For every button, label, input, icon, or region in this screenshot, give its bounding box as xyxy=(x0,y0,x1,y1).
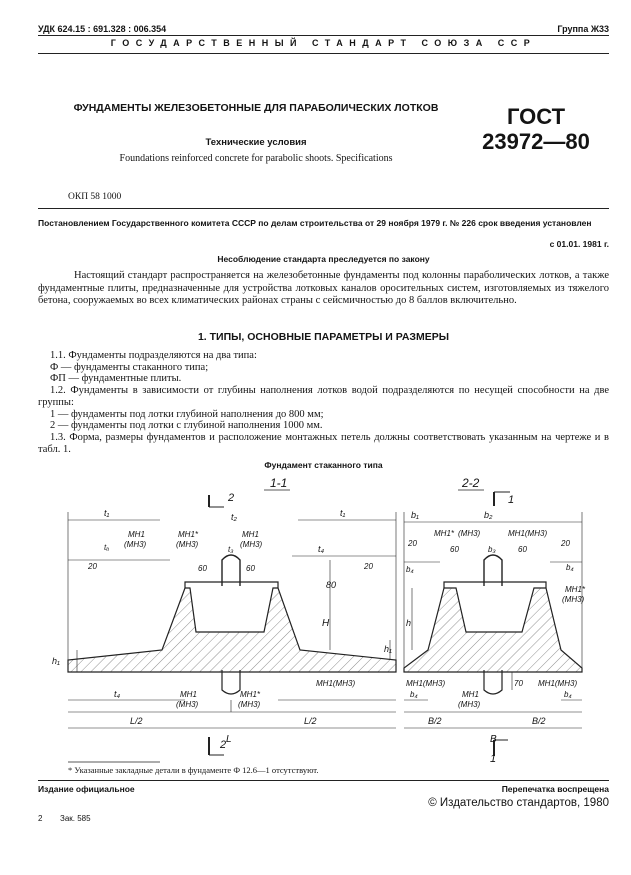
dim-60-c: 60 xyxy=(450,545,459,554)
label-mn1-mn3-d: МН1(МН3) xyxy=(538,679,578,688)
effective-date: с 01.01. 1981 г. xyxy=(549,239,609,249)
decree-text: Постановлением Государственного комитета СССР по делам строительства от 29 ноября 1979 г. № 226 срок введения установлен xyxy=(38,218,592,228)
dim-h: h xyxy=(406,618,412,628)
dim-H: H xyxy=(322,618,330,629)
cut-2-bottom-label: 2 xyxy=(220,739,227,751)
dim-t4-bottom: t₄ xyxy=(114,689,121,699)
dim-h1-left: h₁ xyxy=(52,656,60,666)
label-mn1star-d: МН1* xyxy=(565,585,586,594)
clause-group-1: 1 — фундаменты под лотки глубиной наполнения до 800 мм; xyxy=(50,408,324,420)
document-title: ФУНДАМЕНТЫ ЖЕЛЕЗОБЕТОННЫЕ ДЛЯ ПАРАБОЛИЧЕСКИХ ЛОТКОВ xyxy=(73,102,439,114)
clause-1-2: 1.2. Фундаменты в зависимости от глубины наполнения лотков водой подразделяются по несущей способности на две группы: xyxy=(38,385,609,408)
dim-B2-right: B/2 xyxy=(532,716,546,726)
order-number: Зак. 585 xyxy=(60,814,91,823)
label-mn3-a: (МН3) xyxy=(124,540,147,549)
dim-b2: b₂ xyxy=(484,510,493,520)
lifting-loop-1-1 xyxy=(222,555,240,586)
dim-t3: t₃ xyxy=(228,545,234,554)
foundation-1-1-body xyxy=(68,588,396,672)
dim-60-a: 60 xyxy=(198,564,207,573)
foundation-2-2-body xyxy=(404,588,582,672)
cut-1-top-label: 1 xyxy=(508,494,515,506)
label-mn1-a: МН1 xyxy=(128,530,145,539)
copyright-notice: © Издательство стандартов, 1980 xyxy=(428,797,609,809)
label-mn1-mn3-a: МН1(МН3) xyxy=(316,679,356,688)
footer-rule xyxy=(38,780,609,781)
dim-L: L xyxy=(226,734,232,745)
label-mn3-f: (МН3) xyxy=(458,529,481,538)
label-mn1-b: МН1 xyxy=(242,530,259,539)
page-number: 2 xyxy=(38,814,43,823)
dim-b4-bottom-left: b₄ xyxy=(410,690,418,699)
dim-60-d: 60 xyxy=(518,545,527,554)
label-mn1-mn3-c: МН1(МН3) xyxy=(406,679,446,688)
label-mn3-d: (МН3) xyxy=(176,700,199,709)
gost-label: ГОСТ xyxy=(506,104,566,129)
dim-t2: t₂ xyxy=(231,512,237,522)
dim-20-b: 20 xyxy=(364,562,373,571)
dim-h1-right: h₁ xyxy=(384,644,392,654)
group-code: Группа Ж33 xyxy=(557,24,609,34)
dim-t1-right: t₁ xyxy=(340,508,346,518)
dim-b1: b₁ xyxy=(411,510,419,520)
intro-paragraph: Настоящий стандарт распространяется на железобетонные фундаменты под колонны параболических лотков, а также фундаментные плиты, предназначенные для устройства лотковых каналов оросительных систем, изготовляемых из тяжелого бетона, сооружаемых во всех климатических районах страны с сейсмичностью до 8 баллов включительно. xyxy=(38,270,609,306)
bottom-loop-2-2 xyxy=(484,670,502,694)
section-1-1-label: 1-1 xyxy=(270,476,288,490)
label-mn1star-b: МН1* xyxy=(240,690,261,699)
clause-1-3: 1.3. Форма, размеры фундаментов и расположение монтажных петель должны соответствовать указанным на чертеже и в табл. 1. xyxy=(38,431,609,455)
dim-b4-top-left: b₄ xyxy=(406,565,414,574)
document-subtitle: Технические условия xyxy=(205,137,307,148)
udk-code: УДК 624.15 : 691.328 : 006.354 xyxy=(38,24,167,34)
label-mn1-d: МН1 xyxy=(462,690,479,699)
official-edition: Издание официальное xyxy=(38,784,135,794)
label-mn1star-a: МН1* xyxy=(178,530,199,539)
dim-b3: b₃ xyxy=(488,545,496,554)
reprint-notice: Перепечатка воспрещена xyxy=(501,784,609,794)
label-mn1-mn3-b: МН1(МН3) xyxy=(508,529,548,538)
dim-60-b: 60 xyxy=(246,564,255,573)
footnote: * Указанные закладные детали в фундаменте Ф 12.6—1 отсутствуют. xyxy=(68,765,319,775)
dim-20-a: 20 xyxy=(88,562,97,571)
english-title: Foundations reinforced concrete for parabolic shoots. Specifications xyxy=(119,153,393,164)
dim-B: B xyxy=(490,734,497,745)
figure-caption: Фундамент стаканного типа xyxy=(264,460,383,470)
clause-group-2: 2 — фундаменты под лотки с глубиной наполнения 1000 мм. xyxy=(50,420,323,432)
dim-L2-left: L/2 xyxy=(130,716,143,726)
label-mn1star-c: МН1* xyxy=(434,529,455,538)
lifting-loop-2-2 xyxy=(484,555,502,586)
label-mn3-h: (МН3) xyxy=(458,700,481,709)
dim-b4-bottom-right: b₄ xyxy=(564,690,572,699)
foundation-1-1-glass-rim xyxy=(185,582,278,588)
section-2-2-label: 2-2 xyxy=(462,476,480,490)
clause-type-fp: ФП — фундаментные плиты. xyxy=(50,373,182,385)
dim-L2-right: L/2 xyxy=(304,716,317,726)
label-mn3-b: (МН3) xyxy=(176,540,199,549)
dim-20-d: 20 xyxy=(561,539,570,548)
dim-t4-top: t₄ xyxy=(318,544,325,554)
dim-B2-left: B/2 xyxy=(428,716,442,726)
label-mn3-g: (МН3) xyxy=(562,595,585,604)
clause-1-1: 1.1. Фундаменты подразделяются на два типа: xyxy=(50,350,257,361)
cut-2-top-label: 2 xyxy=(228,492,235,504)
foundation-2-2-glass-rim xyxy=(444,582,546,588)
label-mn1-c: МН1 xyxy=(180,690,197,699)
legal-warning: Несоблюдение стандарта преследуется по закону xyxy=(217,254,430,264)
state-standard-banner: ГОСУДАРСТВЕННЫЙ СТАНДАРТ СОЮЗА ССР xyxy=(110,38,537,48)
dim-70: 70 xyxy=(514,679,523,688)
gost-number: 23972—80 xyxy=(482,129,590,154)
section-heading: 1. ТИПЫ, ОСНОВНЫЕ ПАРАМЕТРЫ И РАЗМЕРЫ xyxy=(197,331,450,343)
bottom-loop-1-1 xyxy=(222,670,240,694)
cut-1-bottom-label: 1 xyxy=(490,753,497,765)
dim-20-c: 20 xyxy=(408,539,417,548)
dim-ta: tₐ xyxy=(104,543,110,552)
dim-80: 80 xyxy=(326,580,337,590)
dim-t1-left: t₁ xyxy=(104,508,110,518)
label-mn3-e: (МН3) xyxy=(238,700,261,709)
dim-b4-top-right: b₄ xyxy=(566,563,574,572)
clause-type-f: Ф — фундаменты стаканного типа; xyxy=(50,361,209,373)
label-mn3-c: (МН3) xyxy=(240,540,263,549)
okp-code: ОКП 58 1000 xyxy=(68,192,122,202)
